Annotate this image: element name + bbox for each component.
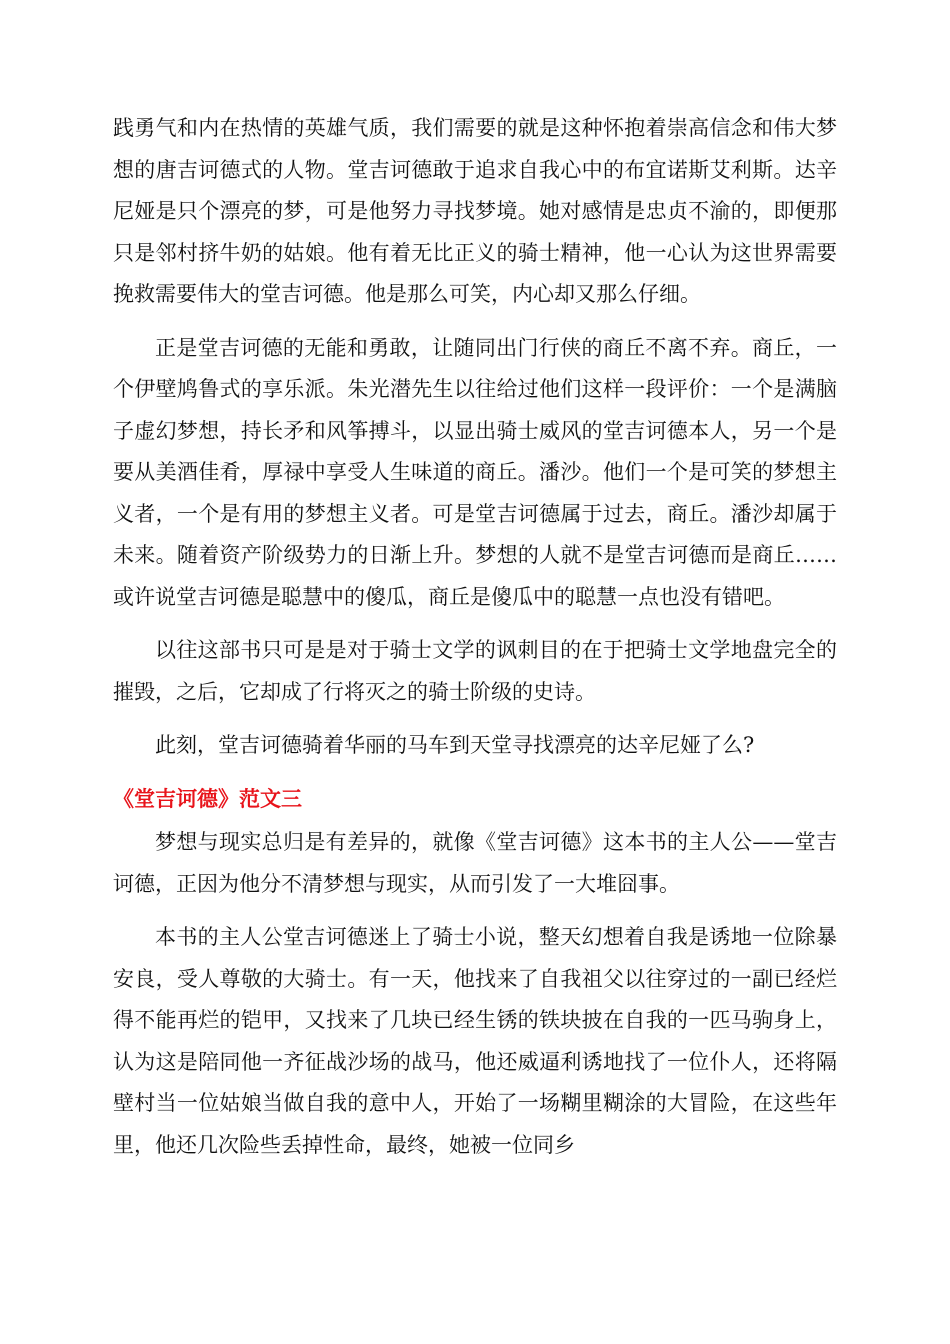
paragraph-5: 梦想与现实总归是有差异的，就像《堂吉诃德》这本书的主人公——堂吉诃德，正因为他分不清梦想与现实，从而引发了一大堆囧事。 [113,830,837,896]
section-heading: 《堂吉诃德》范文三 [113,786,302,811]
paragraph-3: 以往这部书只可是是对于骑士文学的讽刺目的在于把骑士文学地盘完全的摧毁，之后，它却成了行将灭之的骑士阶级的史诗。 [113,638,837,704]
paragraph-2: 正是堂吉诃德的无能和勇敢，让随同出门行侠的商丘不离不弃。商丘，一个伊壁鸠鲁式的享乐派。朱光潜先生以往给过他们这样一段评价：一个是满脑子虚幻梦想，持长矛和风筝搏斗，以显出骑士威风的堂吉诃德本人，另一个是要从美酒佳肴，厚禄中享受人生味道的商丘。潘沙。他们一个是可笑的梦想主义者，一个是有用的梦想主义者。可是堂吉诃德属于过去，商丘。潘沙却属于未来。随着资产阶级势力的日渐上升。梦想的人就不是堂吉诃德而是商丘……或许说堂吉诃德是聪慧中的傻瓜，商丘是傻瓜中的聪慧一点也没有错吧。 [113,335,837,609]
paragraph-6: 本书的主人公堂吉诃德迷上了骑士小说，整天幻想着自我是诱地一位除暴安良，受人尊敬的大骑士。有一天，他找来了自我祖父以往穿过的一副已经烂得不能再烂的铠甲，又找来了几块已经生锈的铁块披在自我的一匹马驹身上，认为这是陪同他一齐征战沙场的战马，他还威逼利诱地找了一位仆人，还将隔壁村当一位姑娘当做自我的意中人，开始了一场糊里糊涂的大冒险，在这些年里，他还几次险些丢掉性命，最终，她被一位同乡 [113,925,837,1157]
document-body [113,108,837,1178]
paragraph-1: 践勇气和内在热情的英雄气质，我们需要的就是这种怀抱着崇高信念和伟大梦想的唐吉诃德式的人物。堂吉诃德敢于追求自我心中的布宜诺斯艾利斯。达辛尼娅是只个漂亮的梦，可是他努力寻找梦境。她对感情是忠贞不渝的，即便那只是邻村挤牛奶的姑娘。他有着无比正义的骑士精神，他一心认为这世界需要挽救需要伟大的堂吉诃德。他是那么可笑，内心却又那么仔细。 [113,116,837,306]
paragraph-4: 此刻，堂吉诃德骑着华丽的马车到天堂寻找漂亮的达辛尼娅了么? [155,733,755,757]
